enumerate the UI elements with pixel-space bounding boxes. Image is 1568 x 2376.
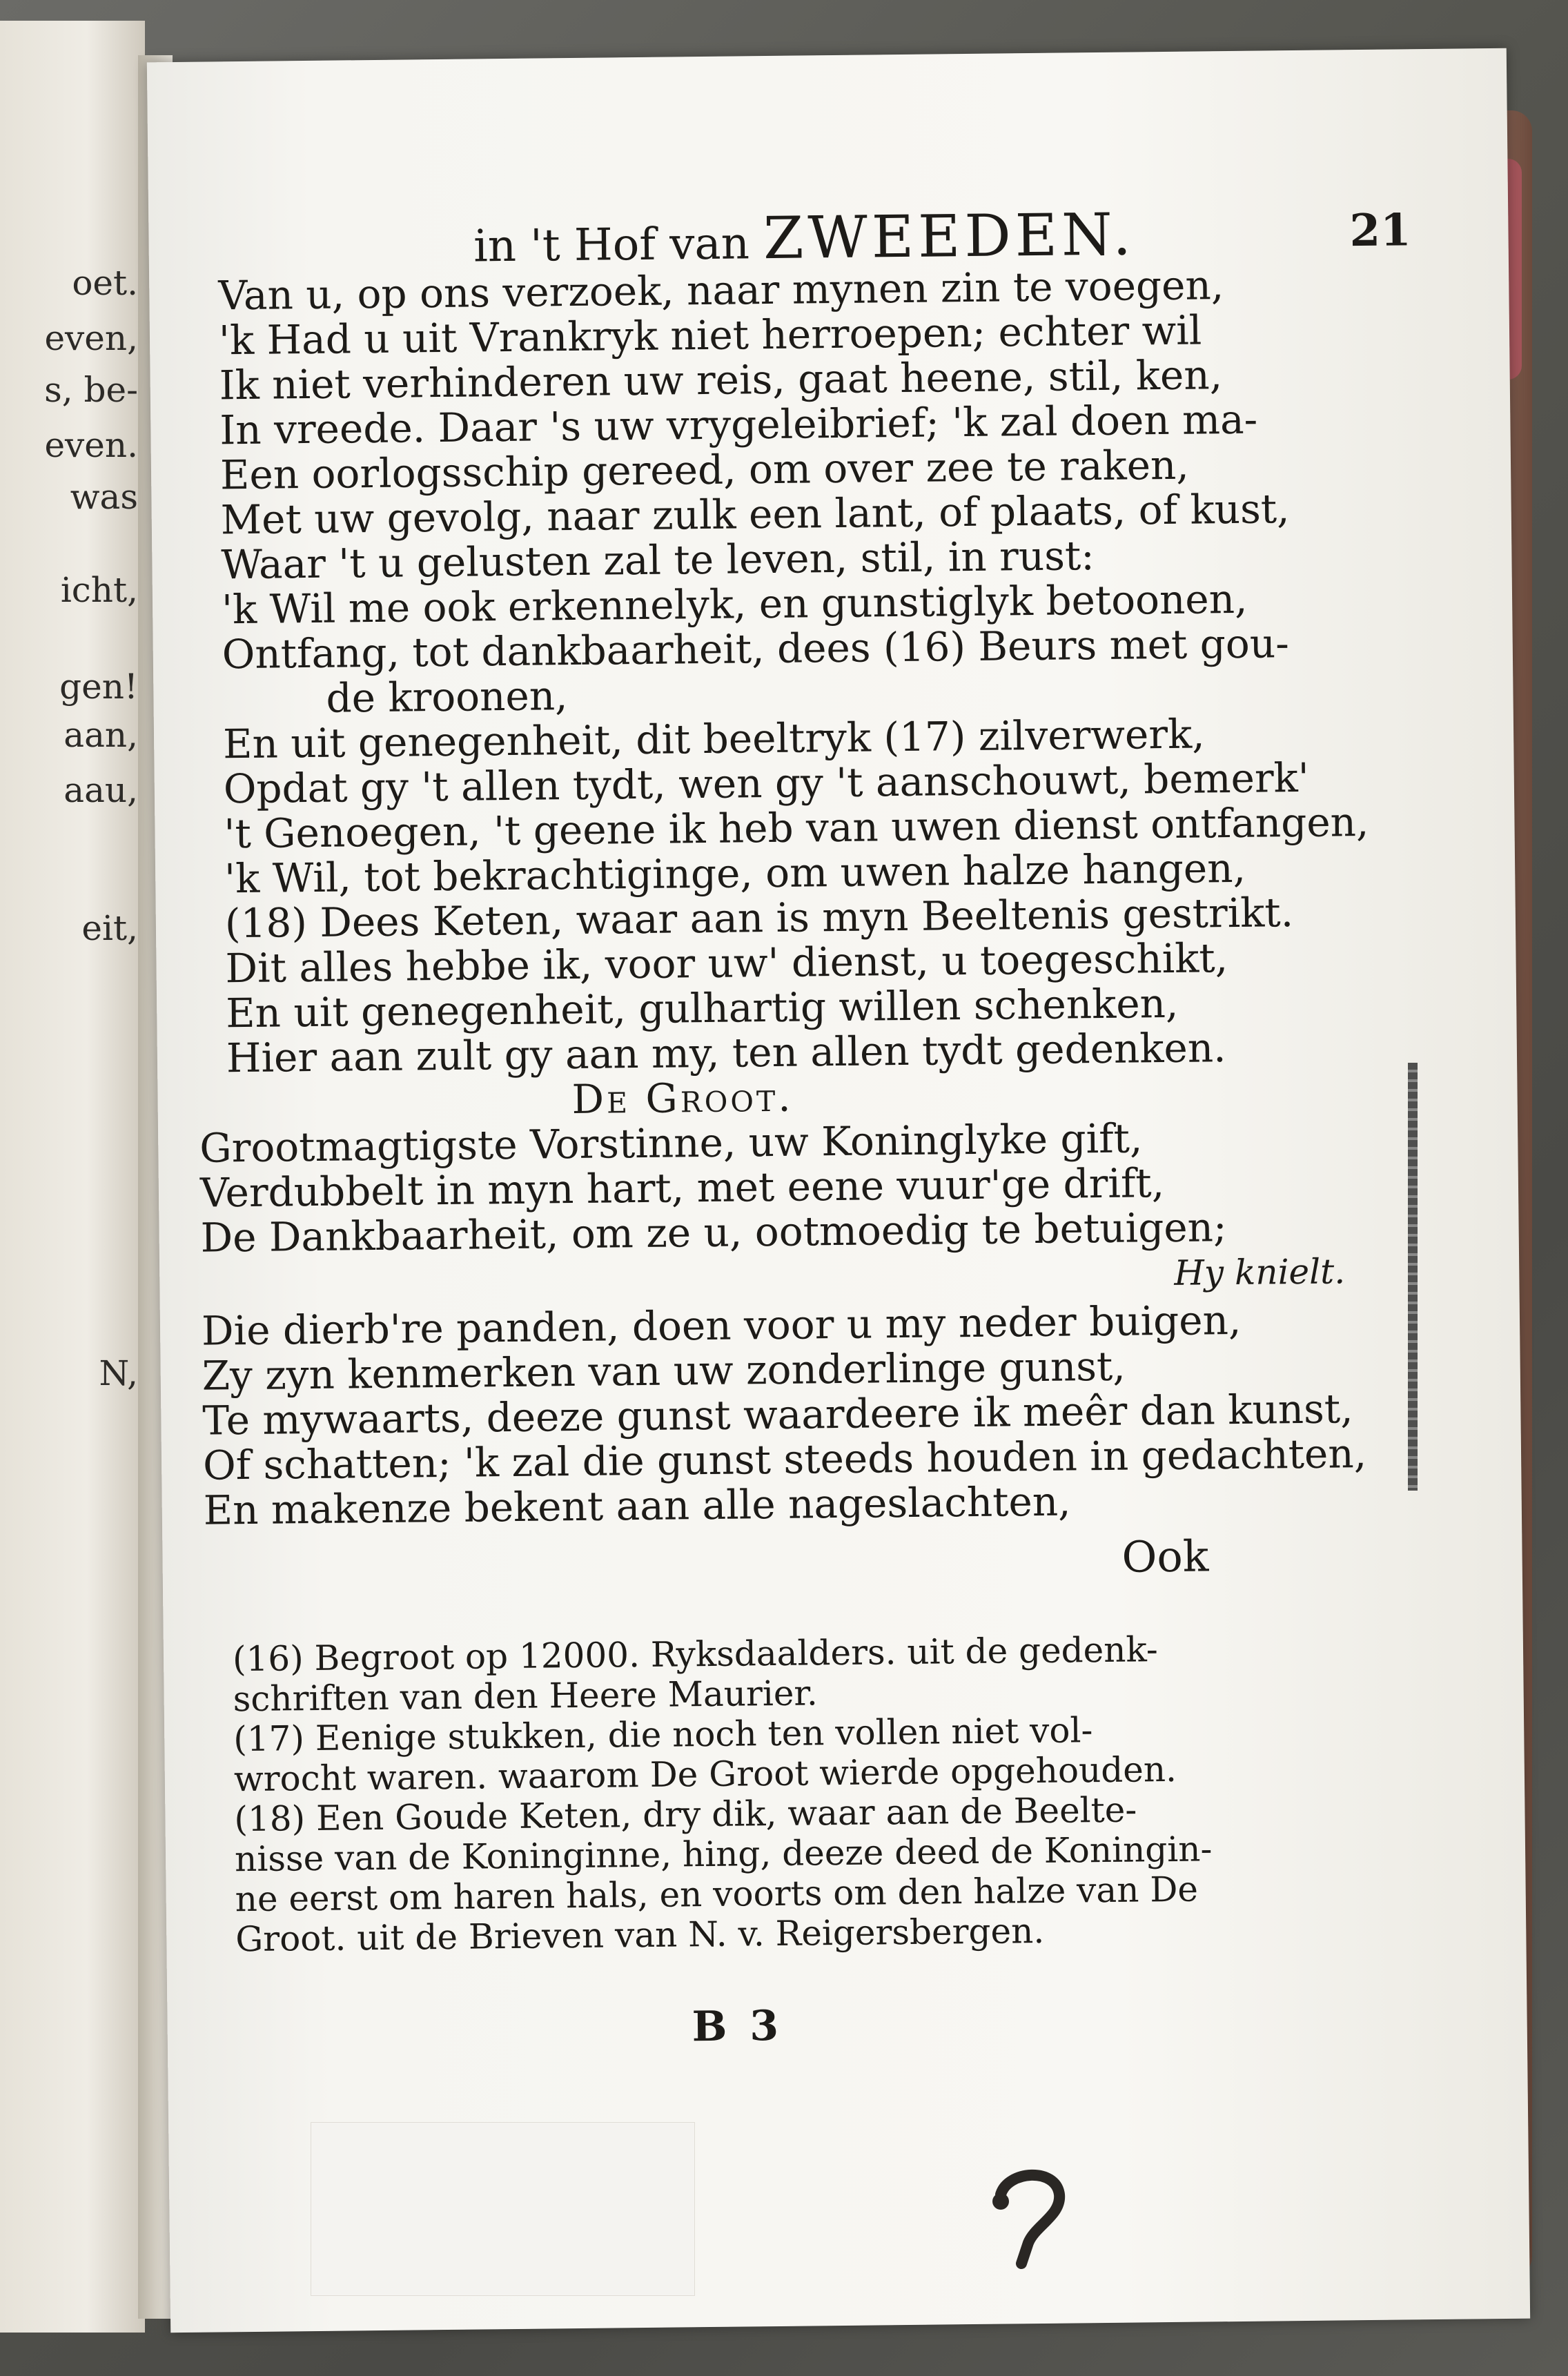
verse-line: Opdat gy 't allen tydt, wen gy 't aanschouwt, bemerk': [223, 754, 1310, 813]
verse-line: Zy zyn kenmerken van uw zonderlinge gunst,: [202, 1342, 1126, 1400]
verse-line: Te mywaarts, deeze gunst waardeere ik meêr dan kunst,: [202, 1385, 1353, 1444]
left-page-fragment: s, be-: [44, 370, 138, 410]
signature-mark: B 3: [692, 2001, 783, 2052]
verse-line: Dit alles hebbe ik, voor uw' dienst, u toegeschikt,: [225, 934, 1228, 992]
page-number: 21: [1349, 204, 1411, 257]
left-page-fragment: was: [70, 477, 138, 517]
verse-line: Verdubbelt in myn hart, met eene vuur'ge drift,: [199, 1159, 1165, 1217]
left-page-fragment: oet.: [72, 263, 138, 303]
verse-line: 'k Had u uit Vrankryk niet herroepen; echter wil: [218, 306, 1202, 364]
ink-mark-icon: [980, 2167, 1077, 2270]
verse-line: Waar 't u gelusten zal te leven, stil, in rust:: [221, 532, 1095, 589]
verse-line: Een oorlogsschip gereed, om over zee te raken,: [219, 441, 1190, 499]
footnote-line: ne eerst om haren hals, en voorts om den halze van De: [235, 1869, 1199, 1920]
left-page-fragment: aan,: [63, 715, 138, 755]
stage-direction: Hy knielt.: [1173, 1251, 1346, 1293]
left-page-fragment: N,: [99, 1353, 138, 1393]
verse-line: Van u, op ons verzoek, naar mynen zin te voegen,: [218, 262, 1224, 320]
verse-line: Met uw gevolg, naar zulk een lant, of plaats, of kust,: [220, 485, 1290, 544]
footnote-line: (16) Begroot op 12000. Ryksdaalders. uit de gedenk-: [232, 1629, 1159, 1680]
blank-patch: [311, 2122, 695, 2296]
verse-line: In vreede. Daar 's uw vrygeleibrief; 'k zal doen ma-: [219, 395, 1258, 454]
footnote-line: Groot. uit de Brieven van N. v. Reigersbergen.: [235, 1910, 1045, 1960]
verse-line: En uit genegenheit, dit beeltryk (17) zilverwerk,: [222, 710, 1205, 768]
left-page-fragment: even.: [44, 425, 138, 465]
verse-line: En uit genegenheit, gulhartig willen schenken,: [225, 979, 1179, 1037]
verse-line: 't Genoegen, 't geene ik heb van uwen dienst ontfangen,: [224, 798, 1369, 858]
verse-line: Hier aan zult gy aan my, ten allen tydt gedenken.: [226, 1024, 1226, 1082]
running-head-prefix: in 't Hof van: [473, 218, 750, 273]
verse-line: Ik niet verhinderen uw reis, gaat heene, stil, ken,: [219, 351, 1223, 409]
footnote-line: wrocht waren. waarom De Groot wierde opgehouden.: [233, 1749, 1177, 1800]
left-page-fragment: aau,: [63, 770, 138, 810]
verse-line: Of schatten; 'k zal die gunst steeds houden in gedachten,: [202, 1430, 1367, 1489]
verse-line: Ontfang, tot dankbaarheit, dees (16) Beurs met gou-: [222, 620, 1290, 678]
footnote-line: schriften van den Heere Maurier.: [233, 1673, 818, 1720]
left-page-fragment: even,: [44, 318, 138, 358]
footnote-line: (17) Eenige stukken, die noch ten vollen niet vol-: [233, 1710, 1093, 1760]
book-page: [147, 48, 1530, 2333]
verse-line: Die dierb're panden, doen voor u my neder buigen,: [201, 1296, 1242, 1355]
catchword: Ook: [1121, 1531, 1209, 1582]
verse-line: Grootmagtigste Vorstinne, uw Koninglyke gift,: [199, 1115, 1143, 1172]
left-page-fragment: eit,: [81, 908, 138, 948]
verse-line: (18) Dees Keten, waar aan is myn Beeltenis gestrikt.: [224, 889, 1294, 948]
left-page-fragment: gen!: [59, 667, 138, 707]
verse-line: de kroonen,: [326, 672, 568, 722]
speaker-name: De Groot.: [571, 1073, 794, 1123]
footnote-line: (18) Een Goude Keten, dry dik, waar aan de Beelte-: [234, 1789, 1137, 1840]
left-page: [0, 21, 145, 2333]
verse-line: De Dankbaarheit, om ze u, ootmoedig te betuigen;: [200, 1204, 1227, 1261]
show-through-print: [1408, 1063, 1418, 1491]
footnote-line: nisse van de Koninginne, hing, deeze deed de Koningin-: [234, 1829, 1213, 1880]
verse-line: 'k Wil, tot bekrachtiginge, om uwen halze hangen,: [224, 844, 1246, 903]
verse-line: 'k Wil me ook erkennelyk, en gunstiglyk betoonen,: [221, 575, 1248, 634]
running-head-title: ZWEEDEN.: [763, 200, 1136, 273]
verse-line: En makenze bekent aan alle nageslachten,: [203, 1477, 1071, 1534]
left-page-fragment: icht,: [60, 570, 138, 610]
